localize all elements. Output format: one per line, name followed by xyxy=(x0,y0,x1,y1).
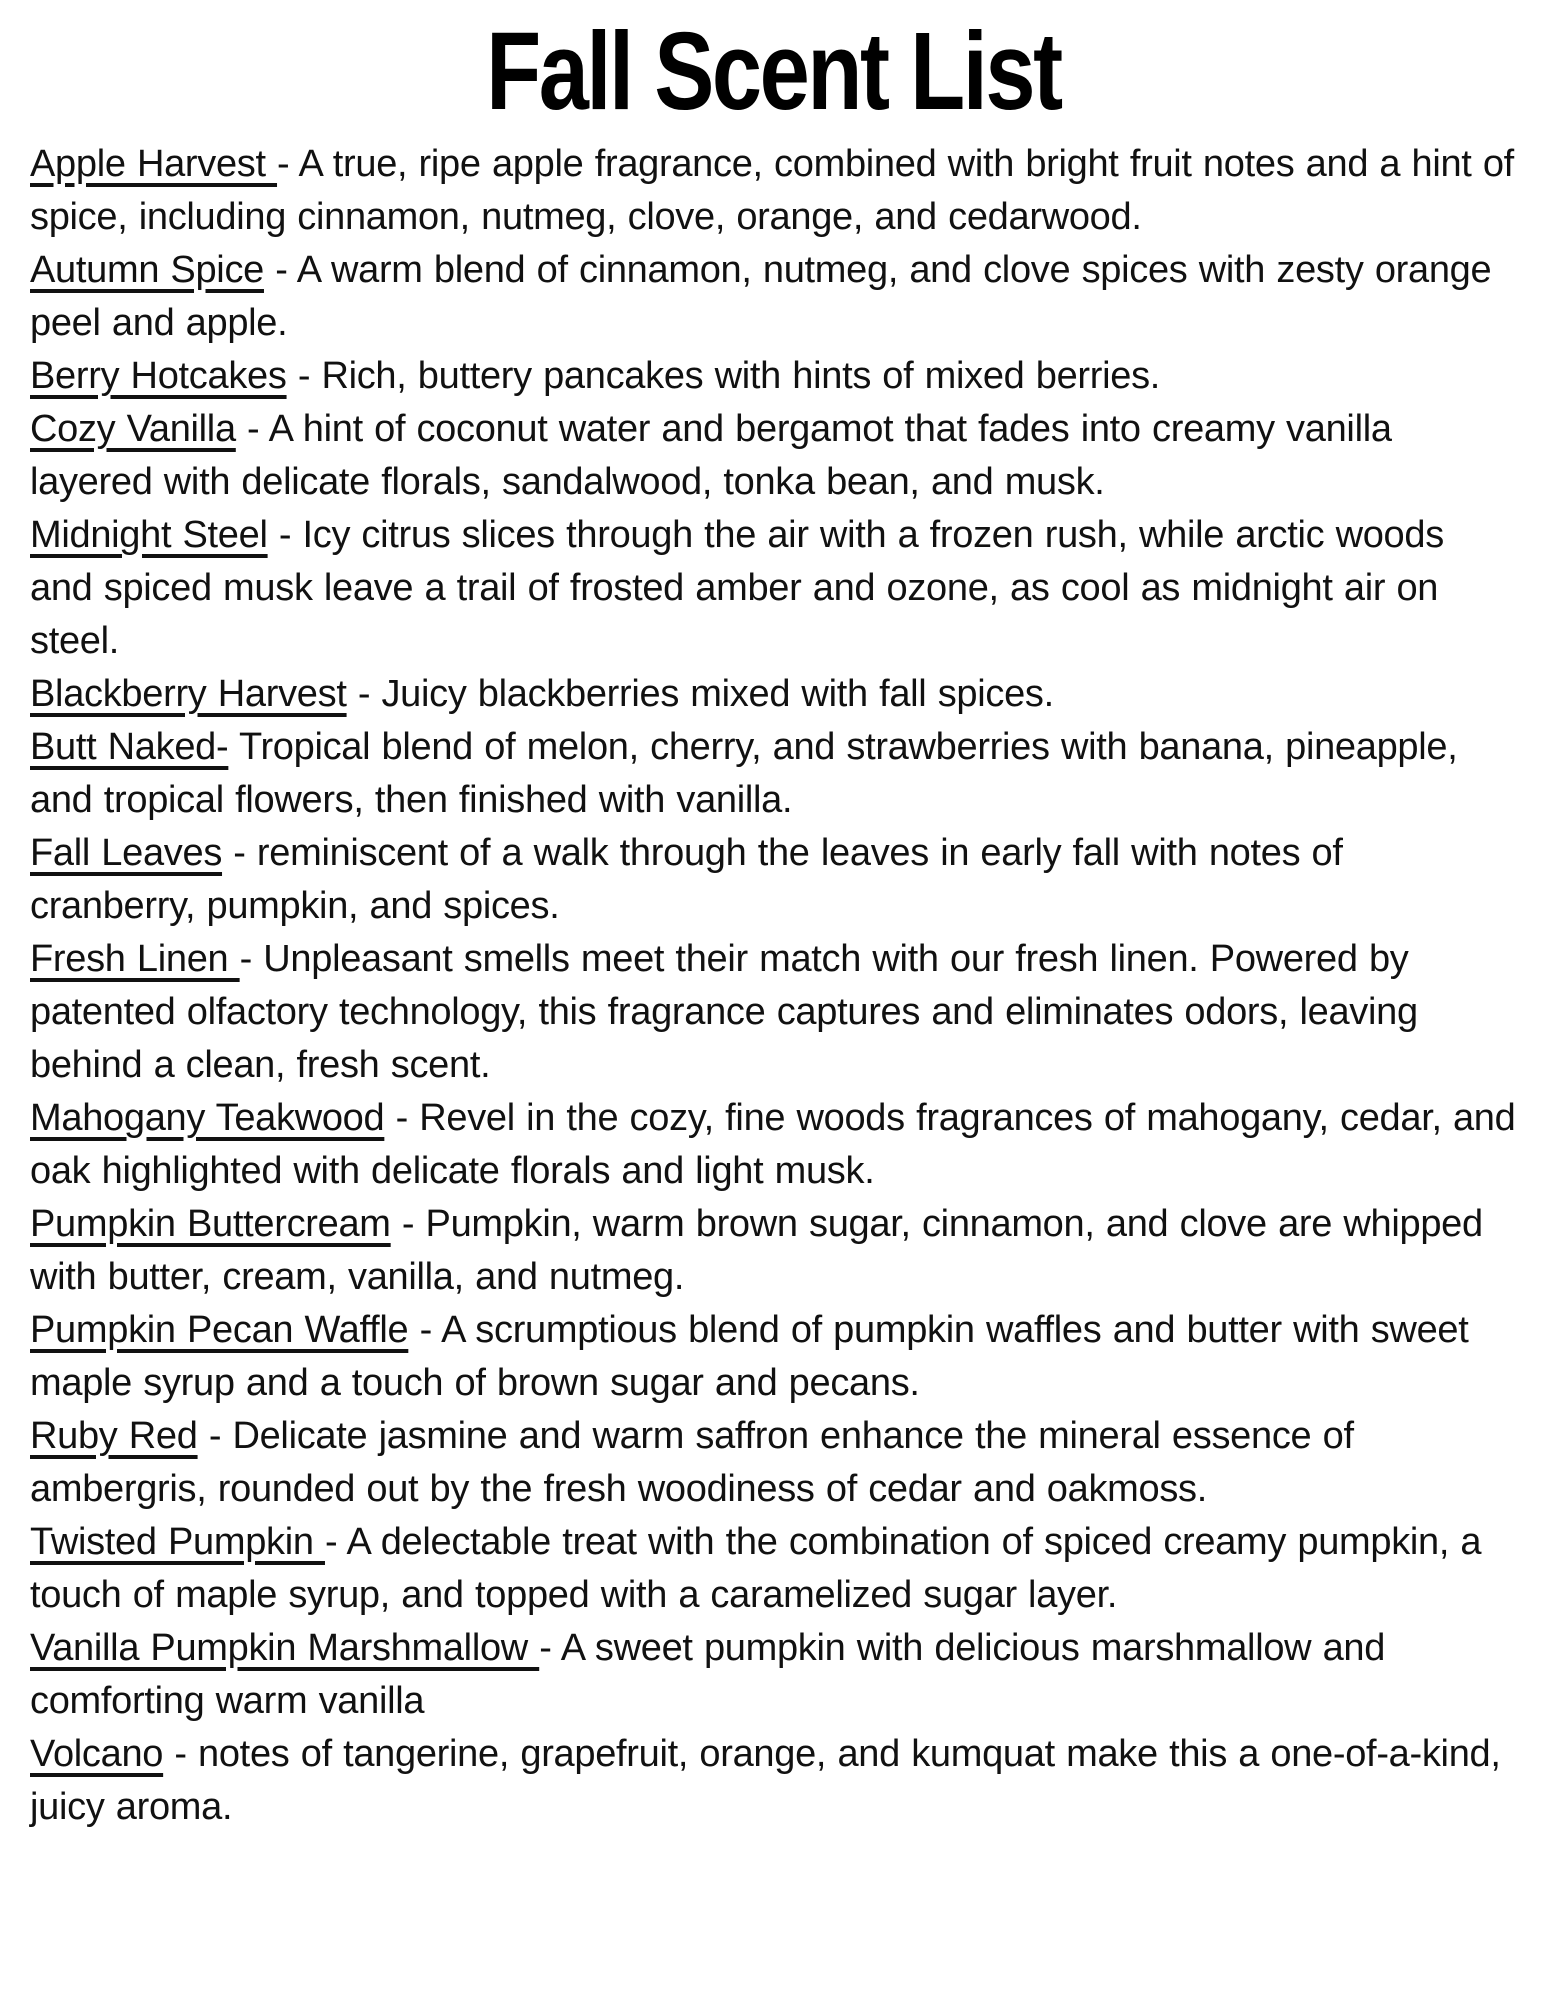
scent-separator: - xyxy=(163,1733,199,1775)
scent-description: Tropical blend of melon, cherry, and strawberries with banana, pineapple, and tropical flowers, then finished with vanilla. xyxy=(30,726,1469,821)
scent-separator: - xyxy=(286,355,322,397)
scent-name: Mahogany Teakwood xyxy=(30,1097,385,1139)
scent-separator: - xyxy=(346,673,382,715)
scent-separator: - xyxy=(324,1521,347,1563)
scent-separator: - xyxy=(390,1203,426,1245)
scent-list xyxy=(30,138,1527,1834)
scent-description: Unpleasant smells meet their match with our fresh linen. Powered by patented olfactory technology, this fragrance captures and eliminates odors, leaving behind a clean, fresh scent. xyxy=(30,938,1430,1086)
scent-entry xyxy=(30,350,1517,403)
scent-description: A true, ripe apple fragrance, combined with bright fruit notes and a hint of spice, including cinnamon, nutmeg, clove, orange, and cedarwood. xyxy=(30,143,1526,238)
scent-description: reminiscent of a walk through the leaves in early fall with notes of cranberry, pumpkin, and spices. xyxy=(30,832,1354,927)
scent-entry xyxy=(30,1516,1517,1622)
scent-entry xyxy=(30,403,1517,509)
page-title-text: Fall Scent List xyxy=(486,10,1061,133)
scent-description: Revel in the cozy, fine woods fragrances of mahogany, cedar, and oak highlighted with delicate florals and light musk. xyxy=(30,1097,1527,1192)
scent-entry xyxy=(30,668,1517,721)
scent-separator: - xyxy=(222,832,257,874)
scent-entry xyxy=(30,138,1526,244)
scent-name: Twisted Pumpkin xyxy=(30,1521,325,1563)
scent-entry xyxy=(30,933,1517,1092)
scent-name: Apple Harvest xyxy=(30,143,278,185)
scent-name: Berry Hotcakes xyxy=(30,355,287,397)
scent-description: A hint of coconut water and bergamot that fades into creamy vanilla layered with delicate florals, sandalwood, tonka bean, and musk. xyxy=(30,408,1403,503)
scent-entry xyxy=(30,721,1517,827)
scent-description: Icy citrus slices through the air with a frozen rush, while arctic woods and spiced musk leave a trail of frosted amber and ozone, as cool as midnight air on steel. xyxy=(30,514,1456,662)
scent-entry xyxy=(30,827,1517,933)
scent-name: Pumpkin Buttercream xyxy=(30,1203,391,1245)
scent-entry xyxy=(30,1198,1517,1304)
scent-description: notes of tangerine, grapefruit, orange, and kumquat make this a one-of-a-kind, juicy aroma. xyxy=(30,1733,1512,1828)
scent-name: Vanilla Pumpkin Marshmallow xyxy=(30,1627,540,1669)
scent-description: Juicy blackberries mixed with fall spices. xyxy=(381,673,1054,715)
scent-description: A scrumptious blend of pumpkin waffles and butter with sweet maple syrup and a touch of brown sugar and pecans. xyxy=(30,1309,1480,1404)
scent-name: Ruby Red xyxy=(30,1415,198,1457)
scent-entry xyxy=(30,1304,1517,1410)
scent-entry xyxy=(30,1410,1517,1516)
scent-name: Blackberry Harvest xyxy=(30,673,347,715)
scent-separator: - xyxy=(239,938,264,980)
scent-name: Fresh Linen xyxy=(30,938,240,980)
scent-entry xyxy=(30,509,1517,668)
scent-separator: - xyxy=(408,1309,442,1351)
scent-separator: - xyxy=(277,143,299,185)
scent-name: Fall Leaves xyxy=(30,832,223,874)
page-title xyxy=(30,10,1517,133)
scent-name: Cozy Vanilla xyxy=(30,408,236,450)
scent-separator xyxy=(228,726,239,768)
scent-name: Midnight Steel xyxy=(30,514,268,556)
scent-description: Rich, buttery pancakes with hints of mixed berries. xyxy=(321,355,1161,397)
scent-entry xyxy=(30,1092,1527,1198)
scent-separator: - xyxy=(384,1097,420,1139)
scent-entry xyxy=(30,1728,1517,1834)
scent-entry xyxy=(30,1622,1517,1728)
scent-name: Pumpkin Pecan Waffle xyxy=(30,1309,409,1351)
scent-name: Autumn Spice xyxy=(30,249,264,291)
scent-separator: - xyxy=(539,1627,561,1669)
scent-name: Butt Naked- xyxy=(30,726,229,768)
scent-description: A warm blend of cinnamon, nutmeg, and clove spices with zesty orange peel and apple. xyxy=(30,249,1503,344)
scent-separator: - xyxy=(263,249,297,291)
scent-name: Volcano xyxy=(30,1733,164,1775)
scent-description: Pumpkin, warm brown sugar, cinnamon, and clove are whipped with butter, cream, vanilla, and nutmeg. xyxy=(30,1203,1495,1298)
scent-entry xyxy=(30,244,1517,350)
scent-separator: - xyxy=(267,514,303,556)
scent-description: Delicate jasmine and warm saffron enhance the mineral essence of ambergris, rounded out by the fresh woodiness of cedar and oakmoss. xyxy=(30,1415,1365,1510)
scent-description: A sweet pumpkin with delicious marshmallow and comforting warm vanilla xyxy=(30,1627,1397,1722)
scent-separator: - xyxy=(235,408,269,450)
scent-separator: - xyxy=(197,1415,233,1457)
scent-description: A delectable treat with the combination of spiced creamy pumpkin, a touch of maple syrup, and topped with a caramelized sugar layer. xyxy=(30,1521,1493,1616)
